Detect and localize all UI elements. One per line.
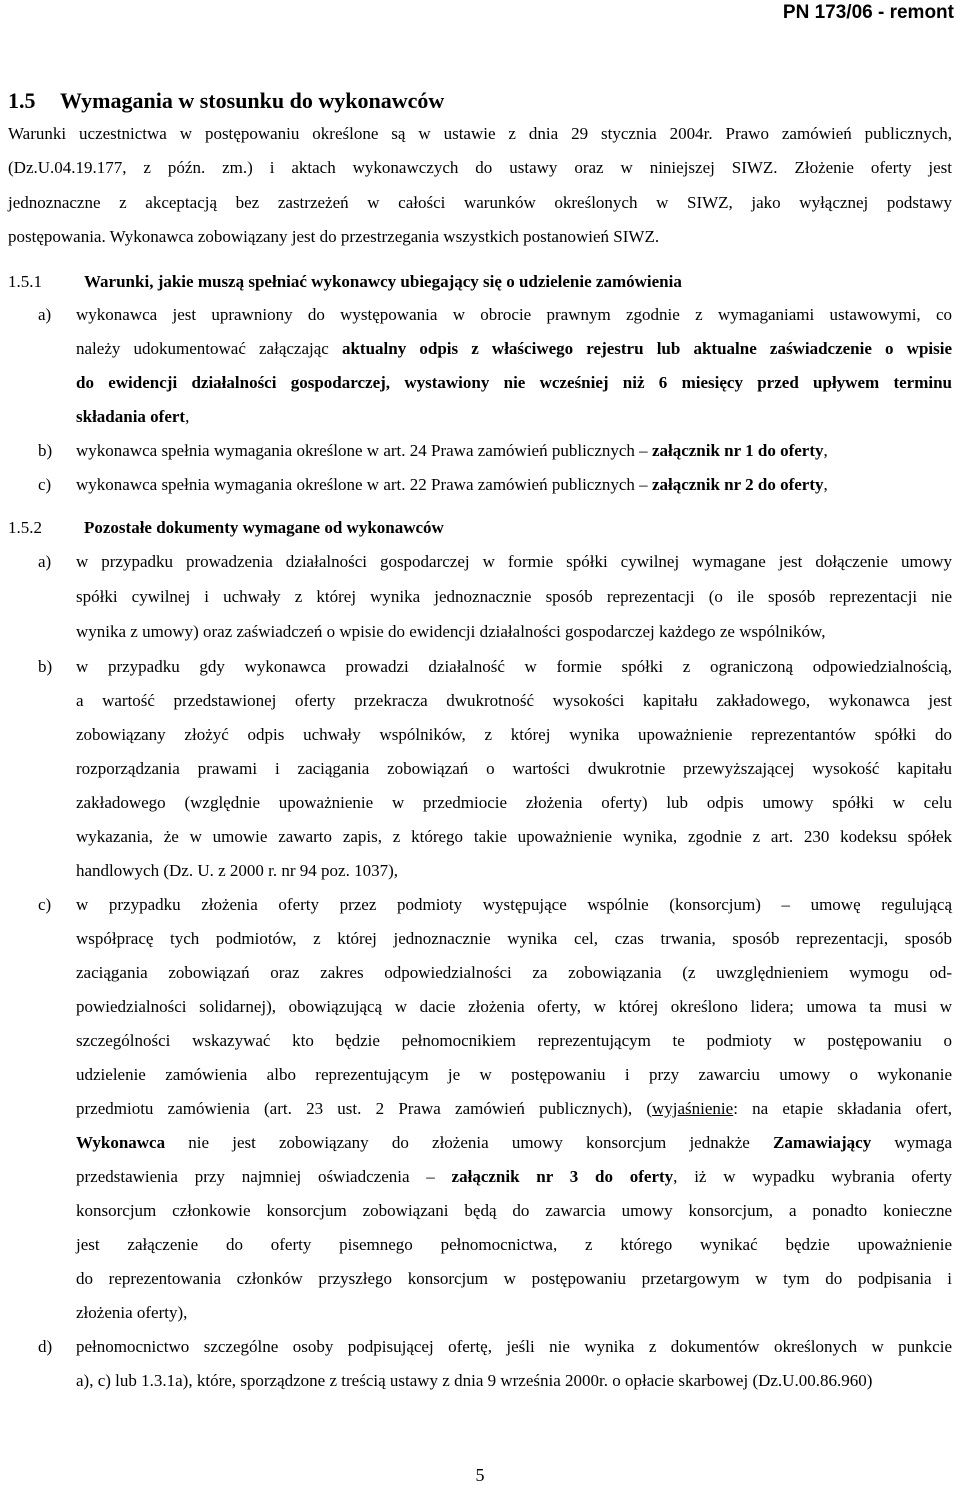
item-text: pełnomocnictwo szczególne osoby podpisującej ofertę, jeśli nie wynika z dokumentów określonych w punkcie: [76, 1337, 952, 1356]
text-fragment: należy udokumentować załączając: [76, 339, 342, 358]
text-fragment: : na etapie składania ofert,: [733, 1099, 952, 1118]
subsection-title: Pozostałe dokumenty wymagane od wykonawców: [84, 518, 444, 537]
item-text: szczególności wskazywać kto będzie pełnomocnikiem reprezentującym te podmioty w postępowaniu o: [76, 1031, 952, 1050]
item-text: [76, 339, 952, 359]
subsection-heading-151: [8, 272, 682, 292]
item-text: złożenia oferty),: [76, 1303, 188, 1322]
intro-line: Warunki uczestnictwa w postępowaniu określone są w ustawie z dnia 29 stycznia 2004r. Prawo zamówień publicznych,: [8, 124, 952, 143]
item-label: a): [38, 305, 52, 324]
item-text: zaciągania zobowiązań oraz zakres odpowiedzialności za zobowiązania (z uwzględnieniem wymogu od-: [76, 963, 952, 982]
item-text: w przypadku gdy wykonawca prowadzi działalność w formie spółki z ograniczoną odpowiedzialnością,: [76, 657, 952, 676]
item-label: b): [38, 441, 53, 460]
subsection-heading-152: [8, 518, 444, 538]
bold-text: aktualny odpis z właściwego rejestru lub aktualne zaświadczenie o wpisie: [341, 339, 953, 358]
item-text: wynika z umowy) oraz zaświadczeń o wpisie do ewidencji działalności gospodarczej każdego ze wspólników,: [76, 622, 826, 641]
text-fragment: przedmiotu zamówienia (art. 23 ust. 2 Prawa zamówień publicznych), (: [76, 1099, 652, 1118]
item-text: [76, 1167, 952, 1187]
item-label: c): [38, 475, 52, 494]
item-text: współpracę tych podmiotów, z której jednoznacznie wynika cel, czas trwania, sposób reprezentacji, sposób: [76, 929, 952, 948]
item-label: b): [38, 657, 53, 676]
item-text: udzielenie zamówienia albo reprezentującym je w postępowaniu i przy zawarciu umowy o wykonanie: [76, 1065, 952, 1084]
intro-line: jednoznaczne z akceptacją bez zastrzeżeń w całości warunków określonych w SIWZ, jako wyłącznej podstawy: [8, 193, 952, 212]
bold-text: składania ofert: [76, 407, 186, 426]
item-label: d): [38, 1337, 53, 1356]
item-text: powiedzialności solidarnej), obowiązującą w dacie złożenia oferty, w której określono lidera; umowa ta musi w: [76, 997, 952, 1016]
item-text: zobowiązany złożyć odpis uchwały wspólników, z której wynika upoważnienie reprezentantów spółki do: [76, 725, 952, 744]
item-text: a), c) lub 1.3.1a), które, sporządzone z treścią ustawy z dnia 9 września 2000r. o opłacie skarbowej (Dz.U.00.86.960): [76, 1371, 873, 1390]
item-text: w przypadku prowadzenia działalności gospodarczej w formie spółki cywilnej wymagane jest dołączenie umowy: [76, 552, 952, 571]
item-text: do reprezentowania członków przyszłego konsorcjum w postępowaniu przetargowym w tym do podpisania i: [76, 1269, 952, 1288]
section-number: 1.5: [8, 88, 36, 113]
item-text: wykazania, że w umowie zawarto zapis, z którego takie upoważnienie wynika, zgodnie z art. 230 kodeksu spółek: [76, 827, 952, 846]
subsection-number: 1.5.2: [8, 518, 42, 537]
bold-text: załącznik nr 3 do oferty: [451, 1167, 674, 1186]
text-fragment: wykonawca spełnia wymagania określone w art. 24 Prawa zamówień publicznych –: [76, 441, 652, 460]
item-text: zakładowego (względnie upoważnienie w przedmiocie złożenia oferty) lub odpis umowy spółki w celu: [76, 793, 952, 812]
item-text: rozporządzania prawami i zaciągania zobowiązań o wartości dwukrotnie przewyższającej wysokość kapitału: [76, 759, 952, 778]
item-text: [76, 475, 828, 495]
bold-text: załącznik nr 1 do oferty: [651, 441, 824, 460]
item-text: wykonawca jest uprawniony do występowania w obrocie prawnym zgodnie z wymaganiami ustawowymi, co: [76, 305, 952, 324]
item-text: jest załączenie do oferty pisemnego pełnomocnictwa, z którego wynikać będzie upoważnienie: [76, 1235, 952, 1254]
item-text: spółki cywilnej i uchwały z której wynika jednoznacznie sposób reprezentacji (o ile sposób reprezentacji nie: [76, 587, 952, 606]
intro-line: (Dz.U.04.19.177, z późn. zm.) i aktach wykonawczych do ustawy oraz w niniejszej SIWZ. Złożenie oferty jest: [8, 158, 952, 177]
text-fragment: ,: [823, 475, 828, 494]
item-text: konsorcjum członkowie konsorcjum zobowiązani będą do zawarcia umowy konsorcjum, a ponadto konieczne: [76, 1201, 952, 1220]
text-fragment: ,: [823, 441, 828, 460]
bold-text: Wykonawca: [76, 1133, 166, 1152]
text-fragment: , iż w wypadku wybrania oferty: [673, 1167, 952, 1186]
subsection-number: 1.5.1: [8, 272, 42, 291]
subsection-title: Warunki, jakie muszą spełniać wykonawcy ubiegający się o udzielenie zamówienia: [84, 272, 682, 291]
text-fragment: nie jest zobowiązany do złożenia umowy konsorcjum jednakże: [165, 1133, 774, 1152]
underlined-text: wyjaśnienie: [652, 1099, 734, 1118]
section-title: Wymagania w stosunku do wykonawców: [60, 88, 445, 113]
bold-text: załącznik nr 2 do oferty: [651, 475, 824, 494]
intro-line: postępowania. Wykonawca zobowiązany jest do przestrzegania wszystkich postanowień SIWZ.: [8, 227, 660, 246]
item-text: [76, 407, 189, 427]
item-text: w przypadku złożenia oferty przez podmioty występujące wspólnie (konsorcjum) – umowę regulującą: [76, 895, 952, 914]
item-label: a): [38, 552, 52, 571]
text-fragment: wymaga: [871, 1133, 952, 1152]
page-number: 5: [475, 1465, 485, 1485]
item-text: a wartość przedstawionej oferty przekracza dwukrotność wysokości kapitału zakładowego, wykonawca jest: [76, 691, 952, 710]
document-header: PN 173/06 - remont: [782, 2, 954, 23]
item-label: c): [38, 895, 52, 914]
item-text: handlowych (Dz. U. z 2000 r. nr 94 poz. 1037),: [76, 861, 398, 880]
text-fragment: przedstawienia przy najmniej oświadczenia –: [76, 1167, 452, 1186]
item-text-bold: do ewidencji działalności gospodarczej, wystawiony nie wcześniej niż 6 miesięcy przed upływem terminu: [76, 373, 952, 392]
text-fragment: ,: [185, 407, 190, 426]
item-text: [76, 1133, 952, 1153]
item-text: [76, 1099, 952, 1119]
bold-text: Zamawiający: [773, 1133, 872, 1152]
item-text: [76, 441, 828, 461]
text-fragment: wykonawca spełnia wymagania określone w art. 22 Prawa zamówień publicznych –: [76, 475, 652, 494]
section-heading: [8, 88, 444, 114]
